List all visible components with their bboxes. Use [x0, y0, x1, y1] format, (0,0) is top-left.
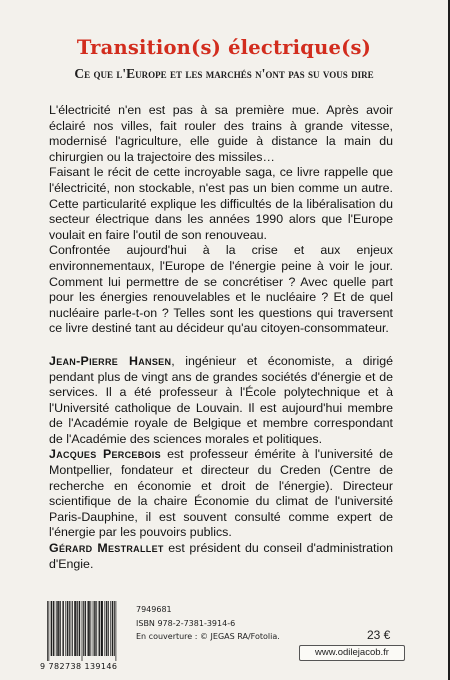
publisher-info: [136, 603, 280, 644]
barcode-bar: [72, 601, 73, 656]
barcode-bar: [88, 601, 89, 656]
barcode-bar: [79, 601, 80, 656]
barcode-bar: [95, 601, 96, 656]
barcode-bar: [90, 601, 91, 656]
barcode-bar: [54, 601, 55, 656]
barcode-bar: [102, 601, 103, 656]
barcode-bar: [107, 601, 108, 656]
barcode-digit-group: 9: [40, 662, 46, 671]
barcode-bar: [67, 601, 68, 656]
barcode-bar: [106, 601, 107, 656]
barcode-bar: [82, 601, 83, 661]
barcode-bar: [57, 601, 58, 656]
blurb-paragraph: L'électricité n'en est pas à sa première mue. Après avoir éclairé nos villes, fait rouler des trains à grande vitesse, modernisé l'agriculture, elle guide à distance la main du chirurgien ou la trajectoire des missiles…: [49, 103, 393, 164]
barcode-bar: [68, 601, 69, 656]
barcode-bar: [76, 601, 77, 656]
barcode-bar: [56, 601, 57, 656]
barcode-bar: [85, 601, 86, 656]
barcode-bar: [113, 601, 114, 656]
barcode-bar: [75, 601, 76, 656]
isbn-barcode: [40, 599, 122, 675]
barcode-bar: [99, 601, 100, 656]
author-name: Jacques Percebois: [49, 447, 161, 462]
barcode-bar: [58, 601, 59, 656]
blurb-text: [49, 103, 393, 572]
barcode-bar: [51, 601, 52, 656]
author-name: Jean-Pierre Hansen: [49, 353, 172, 368]
author-bio-text: est président du conseil d'administration d'Engie.: [49, 541, 393, 571]
author-bio: [49, 447, 393, 541]
barcode-bar: [110, 601, 111, 656]
barcode-bar: [71, 601, 72, 656]
cover-credit: En couverture : © JEGAS RA/Fotolia.: [136, 632, 280, 641]
book-subtitle: Ce que l'Europe et les marchés n'ont pas su vous dire: [74, 66, 374, 81]
barcode-bars: [47, 601, 117, 661]
barcode-bar: [116, 601, 117, 661]
price-label: 23 €: [367, 628, 391, 642]
barcode-bar: [94, 601, 95, 656]
barcode-bar: [69, 601, 70, 656]
author-bio-text: , ingénieur et économiste, a dirigé pendant plus de vingt ans de grandes sociétés d'énergie et de services. Il a été professeur à l'École polytechnique et à l'Université catholique de Louvain. Il est aujourd'hui membre de l'Académie royale de Belgique et membre correspondant de l'Académie des sciences morales et politiques.: [49, 353, 393, 446]
barcode-bar: [77, 601, 78, 656]
barcode-bar: [79, 601, 80, 656]
blurb-paragraph: Confrontée aujourd'hui à la crise et aux enjeux environnementaux, l'Europe de l'énergie peine à voir le jour. Comment lui permettre de se concrétiser ? Avec quelle part pour les énergies renouvelables et le nucléaire ? Et de quel nucléaire parle-t-on ? Telles sont les questions qui traversent ce livre destiné tant au décideur qu'au citoyen-consommateur.: [49, 243, 393, 336]
barcode-bar: [65, 601, 66, 656]
barcode-bar: [59, 601, 60, 656]
barcode-digits: [40, 662, 117, 671]
book-title: Transition(s) électrique(s): [76, 36, 372, 59]
barcode-bar: [48, 601, 49, 661]
barcode-bar: [51, 601, 52, 656]
barcode-bar: [47, 601, 48, 661]
barcode-bar: [93, 601, 94, 656]
barcode-digit-group: 139146: [84, 662, 118, 671]
barcode-bar: [53, 601, 54, 656]
barcode-bar: [60, 601, 61, 656]
barcode-bar: [96, 601, 97, 656]
blurb-paragraph: Faisant le récit de cette incroyable saga, ce livre rappelle que l'électricité, non stockable, n'est pas un bien comme un autre. Cette particularité explique les difficultés de la libéralisation du secteur électrique dans les années 1990 alors que l'Europe voulait en faire l'outil de son renouveau.: [49, 165, 393, 242]
barcode-bar: [74, 601, 75, 656]
barcode-bar: [89, 601, 90, 656]
barcode-bar: [104, 601, 105, 656]
barcode-bar: [102, 601, 103, 656]
author-bio: [49, 541, 393, 572]
product-code: 7949681: [136, 605, 172, 614]
barcode-bar: [99, 601, 100, 656]
barcode-bar: [85, 601, 86, 656]
barcode-bar: [83, 601, 84, 656]
barcode-bar: [108, 601, 109, 656]
barcode-bar: [101, 601, 102, 656]
isbn-text: ISBN 978-2-7381-3914-6: [136, 618, 236, 628]
publisher-website-link[interactable]: www.odilejacob.fr: [299, 645, 405, 661]
barcode-bar: [112, 601, 113, 656]
barcode-digit-group: 782738: [48, 662, 82, 671]
author-bio: [49, 354, 393, 448]
author-name: Gérard Mestrallet: [49, 541, 164, 556]
barcode-bar: [62, 601, 63, 656]
author-bio-text: est professeur émérite à l'université de Montpellier, fondateur et directeur du Creden (Centre de recherche en économie et droit de l'énergie). Directeur scientifique de la chaire Économie du climat de l'université Paris-Dauphine, il est souvent consulté comme expert de l'énergie par les pouvoirs publics.: [49, 447, 393, 540]
barcode-bar: [63, 601, 64, 656]
barcode-bar: [114, 601, 115, 656]
barcode-bar: [88, 601, 89, 656]
